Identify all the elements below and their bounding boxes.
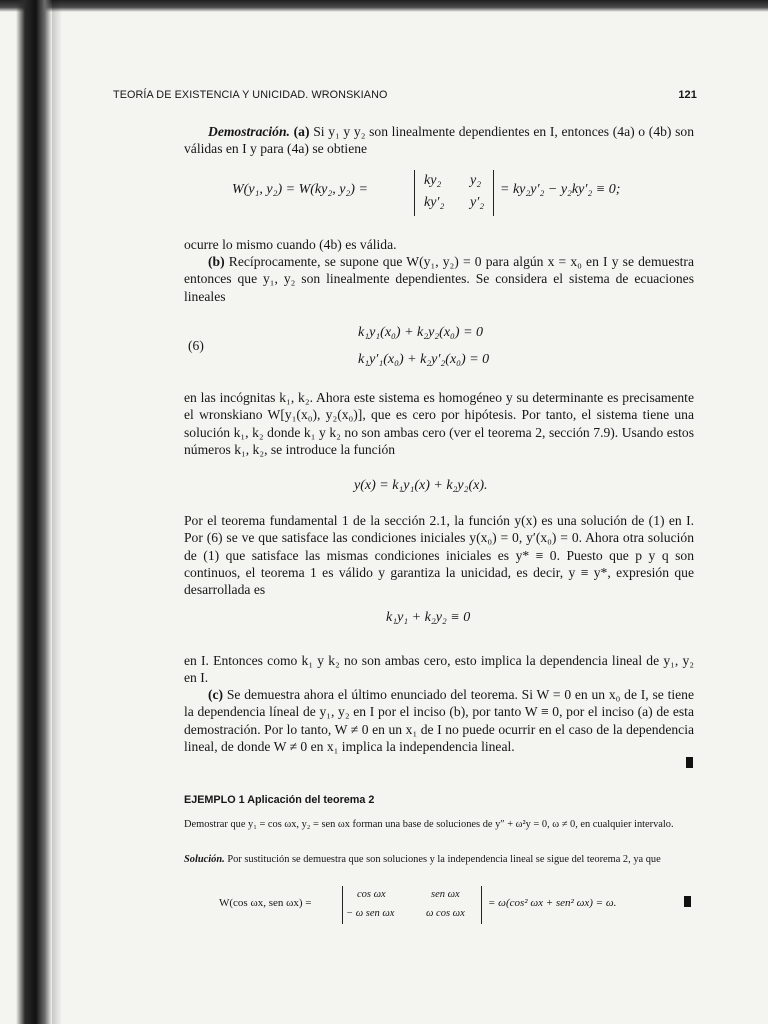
part-b-label: (b) — [208, 254, 225, 269]
paragraph-continuation: ocurre lo mismo cuando (4b) es válida. — [184, 237, 397, 252]
paragraph-dependence: en I. Entonces como k₁ y k₂ no son ambas cero, esto implica la dependencia lineal de y₁, y₂ en I. — [184, 653, 694, 686]
scan-top-edge — [0, 0, 768, 12]
paragraph-proof-a — [184, 123, 694, 158]
example-wronskian-rhs: = ω(cos² ωx + sen² ωx) = ω. — [488, 897, 617, 909]
det-entry: ky′₂ — [424, 195, 445, 210]
paragraph-text: Si y₁ y y₂ son linealmente dependientes en I, entonces (4a) o (4b) son válidas en I y para (4a) se obtiene — [184, 124, 694, 157]
example-heading: EJEMPLO 1 Aplicación del teorema 2 — [184, 794, 375, 806]
solution-text: Por sustitución se demuestra que son soluciones y la independencia lineal se sigue del teorema 2, ya que — [227, 854, 661, 865]
det-entry: ky₂ — [424, 173, 442, 188]
equation-number: (6) — [188, 338, 204, 353]
system-line-1: k₁y₁(x₀) + k₂y₂(x₀) = 0 — [358, 325, 484, 340]
wronskian-rhs: = ky₂y′₂ − y₂ky′₂ ≡ 0; — [500, 182, 621, 197]
end-of-proof-mark — [686, 757, 693, 768]
example-wronskian-lhs: W(cos ωx, sen ωx) = — [219, 897, 312, 909]
page-number: 121 — [678, 89, 697, 101]
running-head-title: TEORÍA DE EXISTENCIA Y UNICIDAD. WRONSKIANO — [113, 89, 388, 101]
book-spine-shadow — [16, 0, 52, 1024]
det-entry: y₂ — [470, 173, 482, 188]
equation-y: y(x) = k₁y₁(x) + k₂y₂(x). — [354, 478, 488, 493]
det-entry: sen ωx — [431, 889, 460, 900]
solution-label: Solución. — [184, 854, 225, 865]
paragraph-uniqueness: Por el teorema fundamental 1 de la sección 2.1, la función y(x) es una solución de (1) en I. Por (6) se ve que satisface las condiciones iniciales y(x₀) = 0, y′(x₀) = 0. Ahora otra solución de (1) que satisface las mismas condiciones iniciales es y* ≡ 0. Puesto que p y q son continuos, el teorema 1 es válido y garantiza la unicidad, es decir, y ≡ y*, expresión que desarrollada es — [184, 513, 694, 598]
wronskian-lhs: W(y₁, y₂) = W(ky₂, y₂) = — [232, 182, 368, 197]
det-entry: cos ωx — [357, 889, 386, 900]
paragraph-proof-b — [184, 253, 694, 305]
wronskian-determinant — [414, 170, 494, 216]
det-entry: y′₂ — [470, 195, 485, 210]
proof-label: Demostración. — [208, 124, 290, 139]
part-c-label: (c) — [208, 687, 224, 702]
paragraph-proof-c — [184, 686, 694, 755]
det-entry: ω cos ωx — [426, 908, 465, 919]
running-head — [113, 89, 697, 105]
equation-linear-combination: k₁y₁ + k₂y₂ ≡ 0 — [386, 610, 471, 625]
paragraph-text: Recíprocamente, se supone que W(y₁, y₂) = 0 para algún x = x₀ en I y se demuestra entonces que y₁, y₂ son linealmente dependientes. Se considera el sistema de ecuaciones lineales — [184, 254, 694, 304]
paragraph-homogeneous: en las incógnitas k₁, k₂. Ahora este sistema es homogéneo y su determinante es precisamente el wronskiano W[y₁(x₀), y₂(x₀)], que es cero por hipótesis. Por tanto, el sistema tiene una solución k₁, k₂ donde k₁ y k₂ no son ambas cero (ver el teorema 2, sección 7.9). Usando estos números k₁, k₂, se introduce la función — [184, 390, 694, 457]
paragraph-text: Se demuestra ahora el último enunciado del teorema. Si W = 0 en un x₀ de I, se tiene la dependencia líneal de y₁, y₂ en I por el inciso (b), por tanto W ≡ 0, por el inciso (a) de esta demostración. Por lo tanto, W ≠ 0 en un x₁ de I no puede ocurrir en el caso de la dependencia lineal, de donde W ≠ 0 en x₁ implica la independencia lineal. — [184, 687, 694, 754]
spine-gradient — [52, 0, 62, 1024]
end-of-example-mark — [684, 896, 691, 907]
example-determinant — [342, 886, 482, 924]
system-line-2: k₁y′₁(x₀) + k₂y′₂(x₀) = 0 — [358, 352, 490, 367]
det-entry: − ω sen ωx — [346, 908, 395, 919]
example-statement: Demostrar que y₁ = cos ωx, y₂ = sen ωx forman una base de soluciones de y″ + ω²y = 0, ω ≠ 0, en cualquier intervalo. — [184, 819, 674, 830]
part-a-label: (a) — [293, 124, 310, 139]
example-solution — [184, 853, 696, 866]
